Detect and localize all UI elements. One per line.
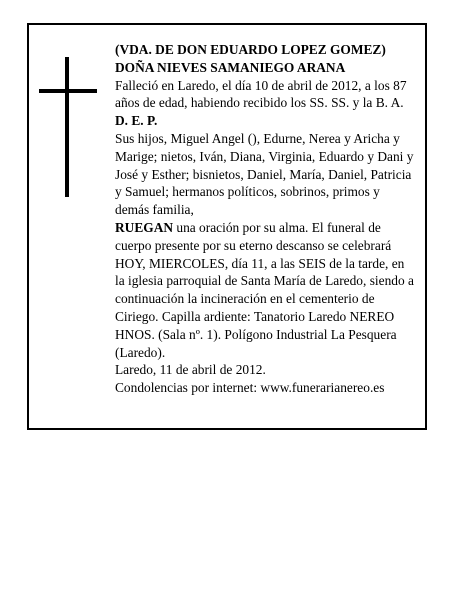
family-line-4: y Samuel; hermanos políticos, sobrinos, primos y bbox=[115, 184, 380, 200]
deceased-name: DOÑA NIEVES SAMANIEGO ARANA bbox=[115, 59, 346, 75]
funeral-line-3: la iglesia parroquial de Santa María de Laredo, siendo a bbox=[115, 273, 414, 289]
cross-horizontal-bar bbox=[39, 89, 97, 93]
widow-of-line: (VDA. DE DON EDUARDO LOPEZ GOMEZ) bbox=[115, 42, 386, 57]
request-keyword: RUEGAN bbox=[115, 219, 174, 235]
death-line-2: años de edad, habiendo recibido los SS. SS. y la B. A. bbox=[115, 95, 404, 111]
funeral-line-7: (Laredo). bbox=[115, 344, 166, 360]
request-rest: una oración por su alma. El funeral de bbox=[173, 219, 381, 235]
latin-cross-icon bbox=[39, 57, 97, 197]
condolences-line: Condolencias por internet: www.funerarianereo.es bbox=[115, 380, 385, 396]
rip-line: D. E. P. bbox=[115, 113, 158, 129]
funeral-line-5: Ciriego. Capilla ardiente: Tanatorio Laredo NEREO bbox=[115, 308, 395, 324]
funeral-line-2: HOY, MIERCOLES, día 11, a las SEIS de la tarde, en bbox=[115, 255, 405, 271]
family-line-3: José y Esther; bisnietos, Daniel, María, Daniel, Patricia bbox=[115, 166, 412, 182]
funeral-line-1: cuerpo presente por su eterno descanso se celebrará bbox=[115, 237, 392, 253]
family-line-2: Marige; nietos, Iván, Diana, Virginia, Eduardo y Dani y bbox=[115, 148, 414, 164]
cross-vertical-bar bbox=[65, 57, 69, 197]
funeral-line-6: HNOS. (Sala nº. 1). Polígono Industrial La Pesquera bbox=[115, 326, 397, 342]
obituary-notice bbox=[27, 23, 427, 430]
death-line-1: Falleció en Laredo, el día 10 de abril de 2012, a los 87 bbox=[115, 77, 407, 93]
place-date-line: Laredo, 11 de abril de 2012. bbox=[115, 362, 266, 378]
family-line-1: Sus hijos, Miguel Angel (), Edurne, Nerea y Aricha y bbox=[115, 130, 400, 146]
notice-body bbox=[115, 41, 419, 397]
family-line-5: demás familia, bbox=[115, 202, 194, 218]
funeral-line-4: continuación la incineración en el cementerio de bbox=[115, 291, 375, 307]
request-line bbox=[115, 219, 419, 237]
